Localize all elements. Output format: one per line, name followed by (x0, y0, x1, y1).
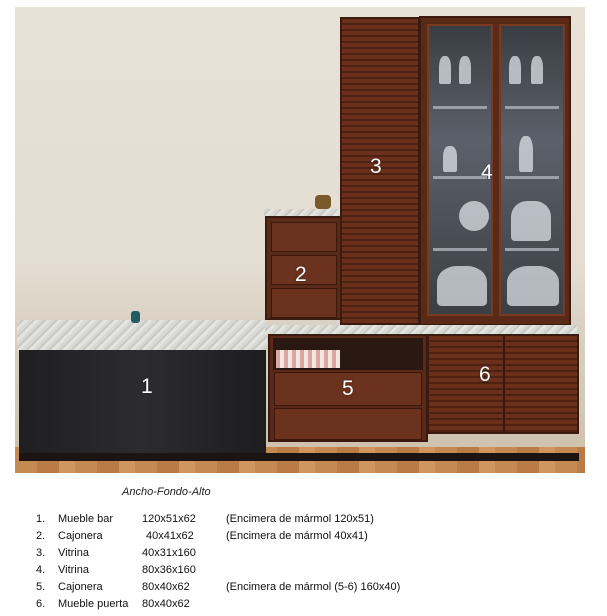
small-ornament (131, 311, 140, 323)
glassware (443, 146, 457, 172)
item-name: Vitrina (58, 564, 89, 576)
cabinet-base (19, 453, 579, 461)
list-item (0, 564, 607, 581)
drawer (274, 408, 422, 440)
door-cabinet-6 (427, 334, 579, 434)
list-item (0, 513, 607, 530)
crystal (437, 266, 487, 306)
list-item (0, 581, 607, 598)
furniture-photo (15, 7, 585, 473)
item-dimensions: 80x36x160 (142, 564, 196, 576)
figurine (315, 195, 331, 209)
glass-shelf (433, 248, 487, 251)
item-index: 5. (36, 581, 46, 593)
glassware (439, 56, 451, 84)
glassware (509, 56, 521, 84)
marble-top-1 (17, 320, 267, 350)
label-2: 2 (295, 263, 307, 286)
glass-shelf (505, 248, 559, 251)
label-3: 3 (370, 155, 382, 178)
list-item (0, 530, 607, 547)
crystal (507, 266, 559, 306)
silver-plate (459, 201, 489, 231)
glass-door-right (499, 24, 565, 316)
item-name: Mueble puerta (58, 598, 129, 610)
glassware (459, 56, 471, 84)
dimensions-caption: Ancho-Fondo-Alto (122, 486, 211, 498)
glassware (531, 56, 543, 84)
item-note: (Encimera de mármol (5-6) 160x40) (226, 581, 401, 593)
item-index: 2. (36, 530, 46, 542)
drawer (271, 288, 337, 318)
item-note: (Encimera de mármol 40x41) (226, 530, 368, 542)
item-index: 4. (36, 564, 46, 576)
display-cabinet-4 (419, 16, 571, 326)
item-index: 3. (36, 547, 46, 559)
item-note: (Encimera de mármol 120x51) (226, 513, 374, 525)
item-name: Cajonera (58, 530, 103, 542)
item-dimensions: 80x40x62 (142, 598, 190, 610)
item-name: Cajonera (58, 581, 103, 593)
label-4: 4 (481, 161, 493, 184)
label-6: 6 (479, 363, 491, 386)
drawer (271, 222, 337, 252)
item-name: Vitrina (58, 547, 89, 559)
glassware (519, 136, 533, 172)
item-name: Mueble bar (58, 513, 114, 525)
item-dimensions: 40x31x160 (142, 547, 196, 559)
glass-shelf (505, 106, 559, 109)
bar-cabinet (19, 350, 266, 455)
item-index: 1. (36, 513, 46, 525)
glass-shelf (505, 176, 559, 179)
item-dimensions: 120x51x62 (142, 513, 196, 525)
label-1: 1 (141, 375, 153, 398)
item-dimensions: 80x40x62 (142, 581, 190, 593)
item-index: 6. (36, 598, 46, 610)
list-item (0, 598, 607, 615)
door-divider (503, 336, 505, 432)
glass-shelf (433, 176, 487, 179)
crystal (511, 201, 551, 241)
list-item (0, 547, 607, 564)
label-5: 5 (342, 377, 354, 400)
item-dimensions: 40x41x62 (146, 530, 194, 542)
glass-shelf (433, 106, 487, 109)
checked-cloth (276, 350, 340, 368)
